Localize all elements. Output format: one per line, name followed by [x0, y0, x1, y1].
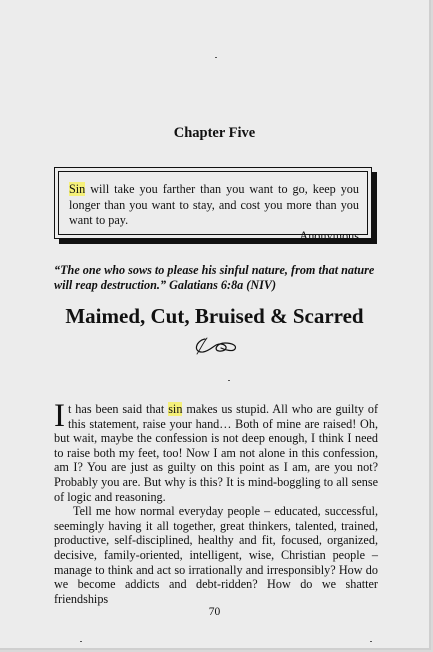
drop-cap: I — [54, 398, 65, 434]
paragraph-2: Tell me how normal everyday people – educated, successful, seemingly having it all together, great thinkers, talented, trained, productive, self-disciplined, healthy and fit, focused, organized, decisive, family-oriented, intelligent, wise, Christian people – manage to think and act so irrationally and irresponsibly? How do we become addicts and debt-ridden? How do we shatter friendships — [54, 504, 378, 606]
scripture-quote: “The one who sows to please his sinful nature, from that nature will reap destruction.” Galatians 6:8a (NIV) — [54, 263, 375, 292]
registration-mark — [80, 641, 82, 642]
registration-mark — [215, 57, 217, 58]
section-title: Maimed, Cut, Bruised & Scarred — [65, 304, 364, 328]
paragraph-1-start: t has been said that — [68, 402, 169, 416]
registration-mark — [370, 641, 372, 642]
chapter-heading: Chapter Five — [173, 125, 256, 141]
registration-mark — [228, 380, 230, 381]
body-text — [54, 398, 378, 606]
epigraph-attribution: Anonymous — [299, 228, 359, 243]
highlighted-word: Sin — [69, 182, 86, 196]
paragraph-1-rest: makes us stupid. All who are guilty of this statement, raise your hand… Both of mine are raised! Oh, but wait, maybe the confession is not deep enough, I think I need to raise both my feet, too! Now I am not alone in this confession, am I? You are just as guilty on this point as I am, are you not? Probably you are. But why is this? It is mind-boggling to all sense of logic and reasoning. — [54, 402, 378, 504]
paragraph-1 — [54, 398, 378, 504]
epigraph-body: will take you farther than you want to go, keep you longer than you want to stay, and cost you more than you want to pay. — [69, 182, 359, 227]
epigraph-box — [54, 167, 372, 243]
page-number: 70 — [208, 606, 221, 618]
highlighted-word: sin — [168, 402, 183, 416]
flourish-ornament-icon — [191, 335, 241, 357]
epigraph-text — [58, 171, 368, 243]
